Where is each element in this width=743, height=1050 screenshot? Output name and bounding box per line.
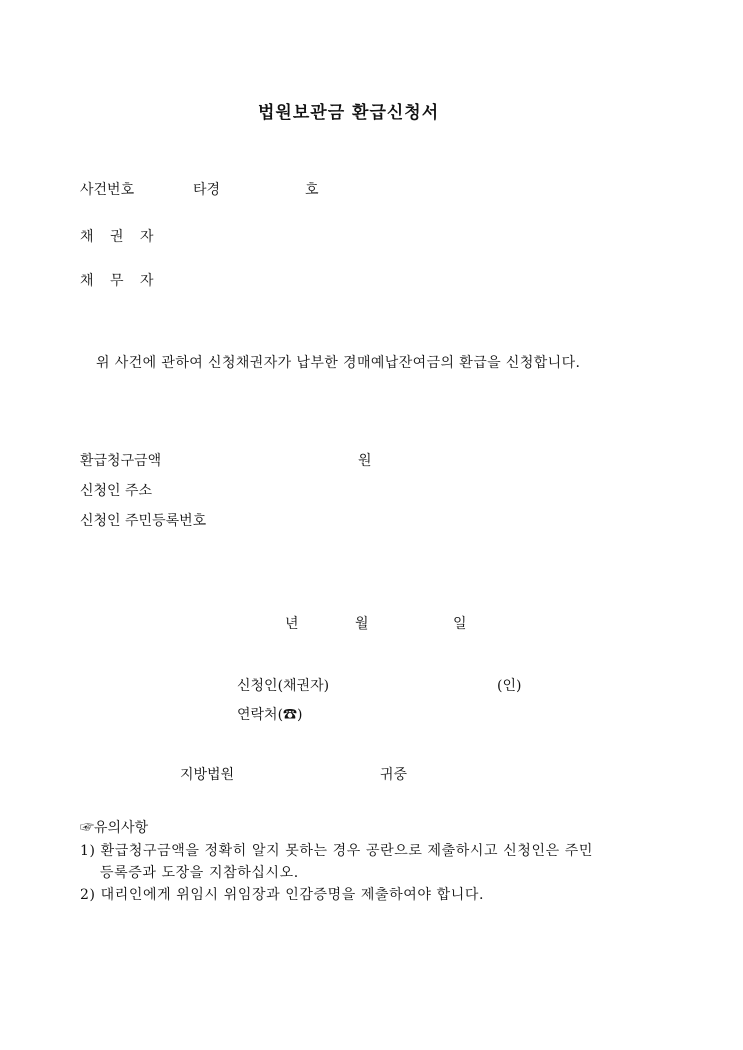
refund-amount-label: 환급청구금액 — [80, 453, 162, 469]
court-name-label: 지방법원 — [180, 767, 235, 783]
date-year-label: 년 — [285, 616, 299, 632]
case-number-suffix: 호 — [305, 182, 319, 198]
notes-heading: ☞유의사항 — [80, 820, 149, 836]
creditor-label: 채 권 자 — [80, 229, 160, 245]
debtor-label: 채 무 자 — [80, 273, 160, 289]
contact-label: 연락처(☎) — [237, 707, 303, 723]
note-item: 등록증과 도장을 지참하십시오. — [100, 865, 299, 881]
application-statement: 위 사건에 관하여 신청채권자가 납부한 경매예납잔여금의 환급을 신청합니다. — [96, 355, 581, 371]
addressee-label: 귀중 — [380, 767, 408, 783]
note-item: 2) 대리인에게 위임시 위임장과 인감증명을 제출하여야 합니다. — [80, 887, 485, 903]
note-item: 1) 환급청구금액을 정확히 알지 못하는 경우 공란으로 제출하시고 신청인은 주민 — [80, 843, 593, 859]
date-month-label: 월 — [355, 616, 369, 632]
date-day-label: 일 — [453, 616, 467, 632]
case-number-label: 사건번호 — [80, 182, 135, 198]
seal-mark: (인) — [497, 678, 522, 694]
refund-amount-unit: 원 — [358, 453, 372, 469]
court-code-label: 타경 — [193, 182, 221, 198]
applicant-signature-label: 신청인(채권자) — [237, 678, 330, 694]
page-title: 법원보관금 환급신청서 — [258, 103, 440, 123]
applicant-id-label: 신청인 주민등록번호 — [80, 513, 207, 529]
applicant-address-label: 신청인 주소 — [80, 483, 153, 499]
